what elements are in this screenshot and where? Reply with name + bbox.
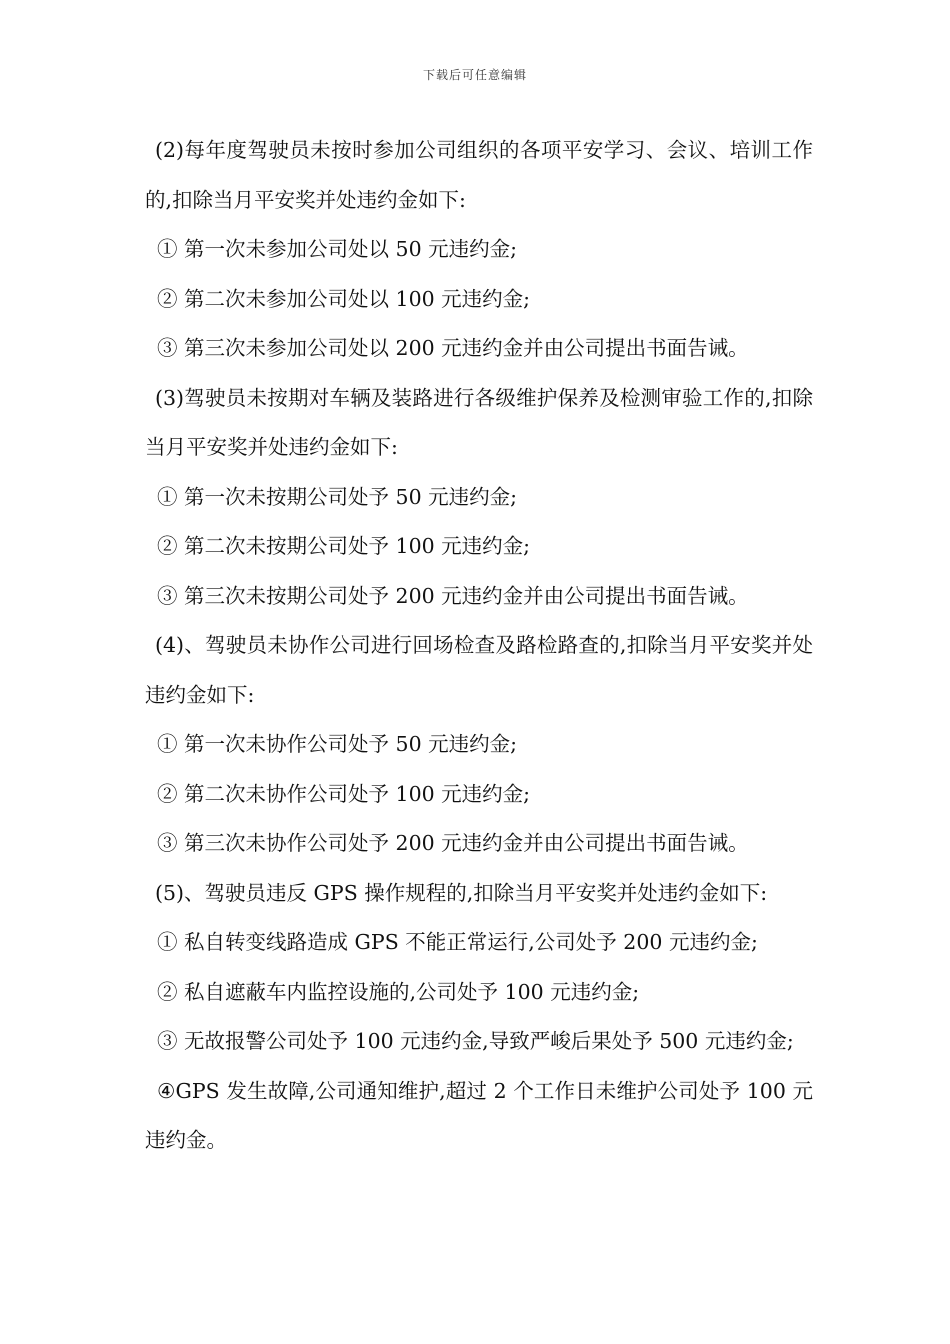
list-item: ④GPS 发生故障,公司通知维护,超过 2 个工作日未维护公司处予 100 元违约金。 (145, 1078, 813, 1152)
list-item: ③ 第三次未协作公司处予 200 元违约金并由公司提出书面告诫。 (157, 831, 749, 855)
list-item: ② 第二次未协作公司处予 100 元违约金; (157, 781, 531, 806)
paragraph-5: (5)、驾驶员违反 GPS 操作规程的,扣除当月平安奖并处违约金如下: (155, 880, 768, 905)
page-header: 下载后可任意编辑 (422, 68, 527, 82)
list-item: ② 第二次未按期公司处予 100 元违约金; (157, 534, 531, 558)
document-body (145, 126, 813, 1166)
paragraph-2: (2)每年度驾驶员未按时参加公司组织的各项平安学习、会议、培训工作的,扣除当月平安奖并处违约金如下: (145, 138, 813, 212)
list-item: ① 第一次未按期公司处予 50 元违约金; (157, 484, 518, 509)
list-item: ① 第一次未参加公司处以 50 元违约金; (157, 237, 518, 261)
list-item: ② 私自遮蔽车内监控设施的,公司处予 100 元违约金; (157, 979, 640, 1004)
list-item: ① 第一次未协作公司处予 50 元违约金; (157, 732, 518, 756)
list-item: ③ 第三次未按期公司处予 200 元违约金并由公司提出书面告诫。 (157, 583, 749, 608)
list-item: ③ 第三次未参加公司处以 200 元违约金并由公司提出书面告诫。 (157, 336, 749, 360)
list-item: ① 私自转变线路造成 GPS 不能正常运行,公司处予 200 元违约金; (157, 930, 758, 954)
list-item: ② 第二次未参加公司处以 100 元违约金; (157, 286, 531, 311)
paragraph-3: (3)驾驶员未按期对车辆及装路进行各级维护保养及检测审验工作的,扣除当月平安奖并处违约金如下: (145, 385, 813, 459)
paragraph-4: (4)、驾驶员未协作公司进行回场检查及路检路查的,扣除当月平安奖并处违约金如下: (145, 633, 813, 707)
list-item: ③ 无故报警公司处予 100 元违约金,导致严峻后果处予 500 元违约金; (157, 1029, 794, 1053)
